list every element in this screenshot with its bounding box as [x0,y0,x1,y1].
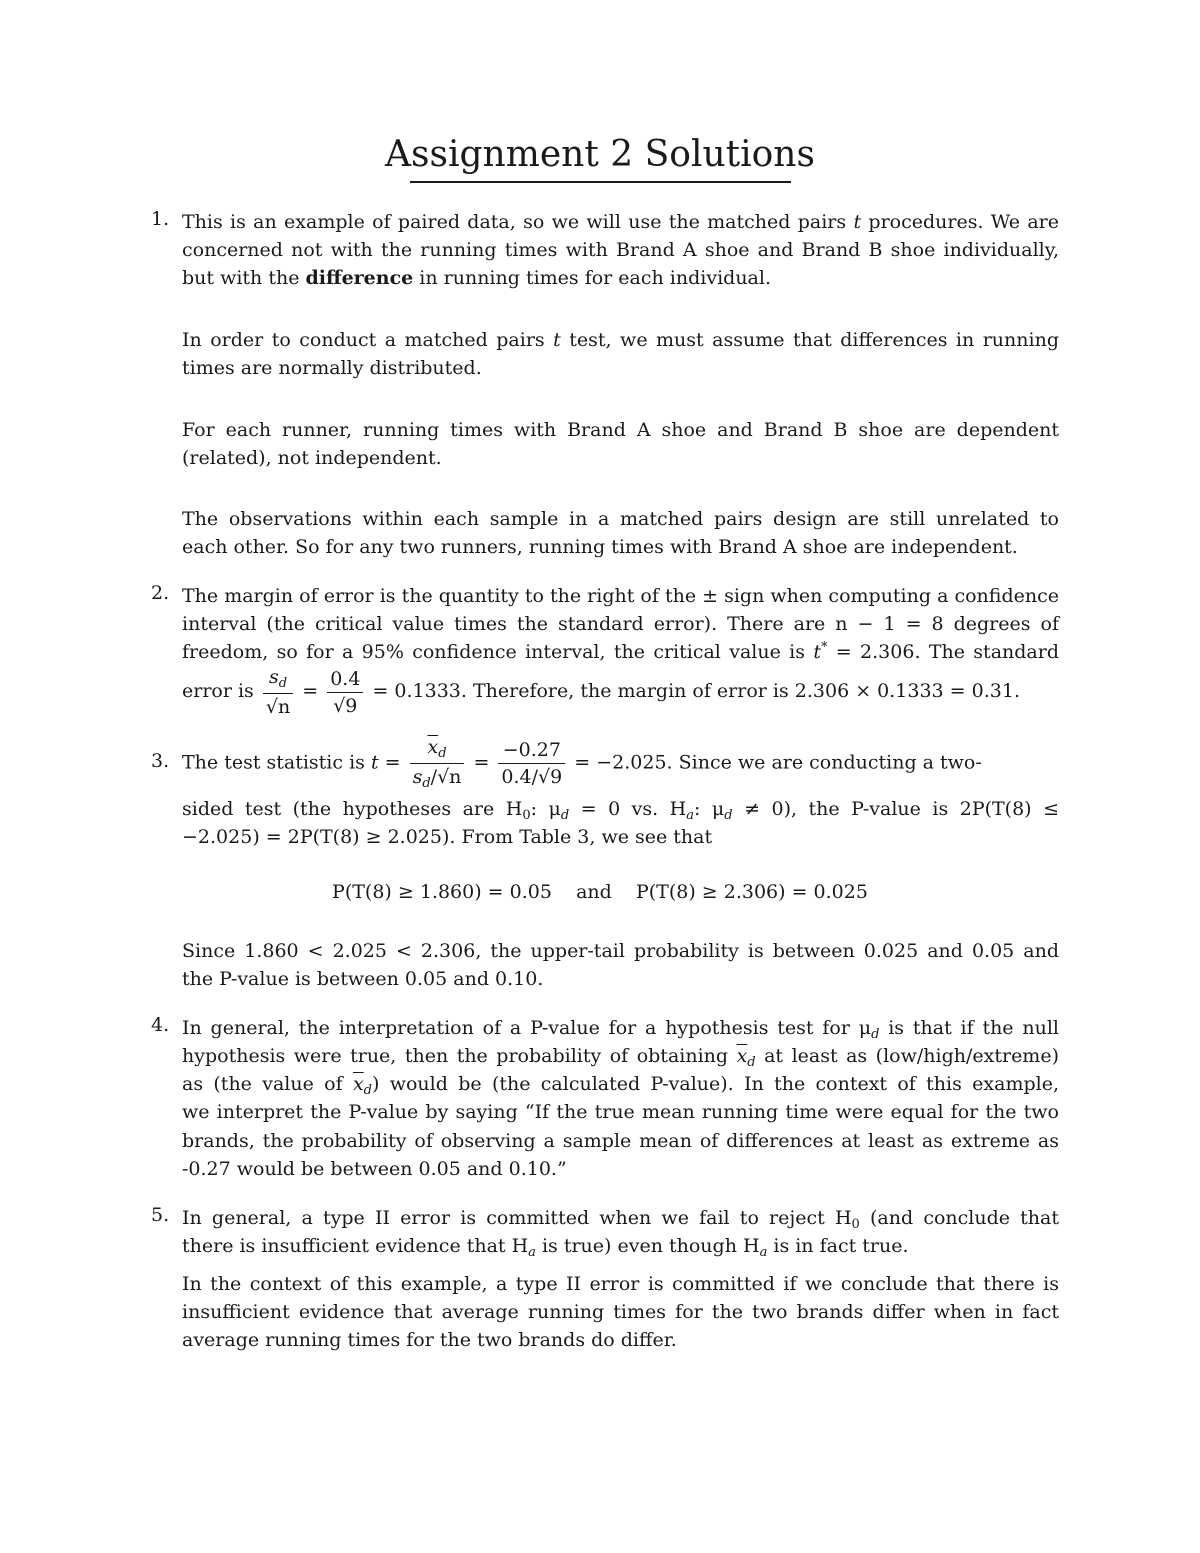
se-fraction-1: $\frac{s_d}{√n}$ [263,664,293,720]
q5-line-3: In the context of this example, a type II error is committed if we conclude that there is [182,1273,1059,1295]
test-stat-fraction-1: $\frac{\overline{x}_d}{s_d/√n}$ [410,734,465,793]
q1-para3-line-2: (related), not independent. [182,447,442,469]
item-number-4: 4. [151,1014,170,1036]
page-title: Assignment 2 Solutions [385,134,815,175]
q1-para3-line-1: For each runner, running times with Brand A shoe and Brand B shoe are dependent [182,419,1059,441]
q2-line-1: The margin of error is the quantity to the right of the ± sign when computing a confidence [182,585,1059,607]
se-fraction-2: $\frac{0.4}{√9}$ [327,666,363,719]
q4-line-5: brands, the probability of observing a sample mean of differences at least as extreme as [182,1130,1059,1152]
q1-line-3: but with the difference in running times for each individual. [182,267,772,289]
test-stat-fraction-2: $\frac{-0.27}{0.4/√9}$ [498,737,565,790]
q1-line-1: This is an example of paired data, so we will use the matched pairs t procedures. We are [182,211,1059,233]
q5-line-5: average running times for the two brands do differ. [182,1329,677,1351]
q3-line-3: −2.025) = 2P(T(8) ≥ 2.025). From Table 3, we see that [182,826,713,848]
q2-line-2: interval (the critical value times the standard error). There are n − 1 = 8 degrees of [182,613,1059,635]
q4-line-6: -0.27 would be between 0.05 and 0.10.” [182,1158,567,1180]
q2-line-4: error is $\frac{s_d}{√n}$ = $\frac{0.4}{√9}$ = 0.1333. Therefore, the margin of error is 2.306 × 0.1333 = 0.31. [182,666,1020,718]
q1-line-2: concerned not with the running times with Brand A shoe and Brand B shoe individually, [182,239,1059,261]
q5-line-2: there is insufficient evidence that $H_a$ is true) even though $H_a$ is in fact true. [182,1235,909,1260]
item-number-2: 2. [151,582,170,604]
q3-displayed-equation: P(T(8) ≥ 1.860) = 0.05 and P(T(8) ≥ 2.306) = 0.025 [332,881,868,903]
q3-line-2: sided test (the hypotheses are $H_0$: $\mu_d = 0$ vs. $H_a$: $\mu_d \ne 0$), the P-value is 2P(T(8) ≤ [182,798,1060,823]
difference-emphasis: difference [305,267,414,289]
q4-line-1: In general, the interpretation of a P-value for a hypothesis test for $\mu_d$ is that if the null [182,1017,1059,1042]
q5-line-4: insufficient evidence that average running times for the two brands differ when in fact [182,1301,1059,1323]
item-number-3: 3. [151,750,170,772]
q1-para4-line-1: The observations within each sample in a matched pairs design are still unrelated to [182,508,1059,530]
q4-line-2: hypothesis were true, then the probability of obtaining $\overline{x}_d$ at least as (low/high/extreme) [182,1045,1059,1070]
q4-line-3: as (the value of $\overline{x}_d$) would be (the calculated P-value). In the context of this example, [182,1073,1059,1098]
q3-line-1: The test statistic is t = $\frac{\overline{x}_d}{s_d/√n}$ = $\frac{-0.27}{0.4/√9}$ = −2.025. Since we are conducting a two- [182,736,982,791]
q4-line-4: we interpret the P-value by saying “If the true mean running time were equal for the two [182,1101,1059,1123]
item-number-1: 1. [151,208,170,230]
q1-para2-line-1: In order to conduct a matched pairs t test, we must assume that differences in running [182,329,1059,351]
q2-line-3: freedom, so for a 95% confidence interval, the critical value is t* = 2.306. The standard [182,640,1059,663]
q5-line-1: In general, a type II error is committed when we fail to reject $H_0$ (and conclude that [182,1207,1060,1232]
item-number-5: 5. [151,1204,170,1226]
q1-para2-line-2: times are normally distributed. [182,357,482,379]
q3-line-5: the P-value is between 0.05 and 0.10. [182,968,544,990]
title-underline [410,181,791,183]
q1-para4-line-2: each other. So for any two runners, running times with Brand A shoe are independent. [182,536,1018,558]
q3-line-4: Since 1.860 < 2.025 < 2.306, the upper-tail probability is between 0.025 and 0.05 and [182,940,1059,962]
